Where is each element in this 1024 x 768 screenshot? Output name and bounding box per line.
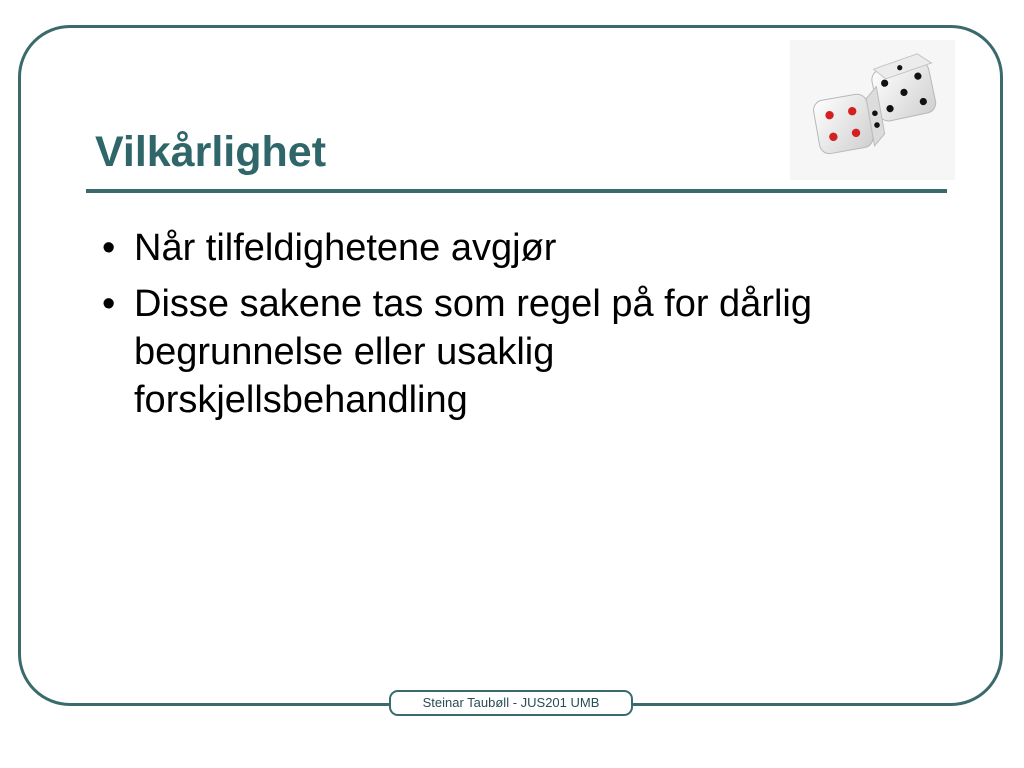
bullet-list (100, 224, 860, 432)
slide-title: Vilkårlighet (95, 128, 327, 176)
bullet-text: Når tilfeldighetene avgjør (134, 227, 557, 269)
footer-label: Steinar Taubøll - JUS201 UMB (389, 690, 633, 716)
list-item (100, 280, 860, 424)
dice-icon (790, 40, 955, 180)
list-item (100, 224, 860, 272)
title-divider (86, 189, 947, 193)
bullet-icon: • (102, 283, 116, 325)
bullet-text: Disse sakene tas som regel på for dårlig begrunnelse eller usaklig forskjellsbehandling (134, 283, 812, 421)
bullet-icon: • (102, 227, 116, 269)
